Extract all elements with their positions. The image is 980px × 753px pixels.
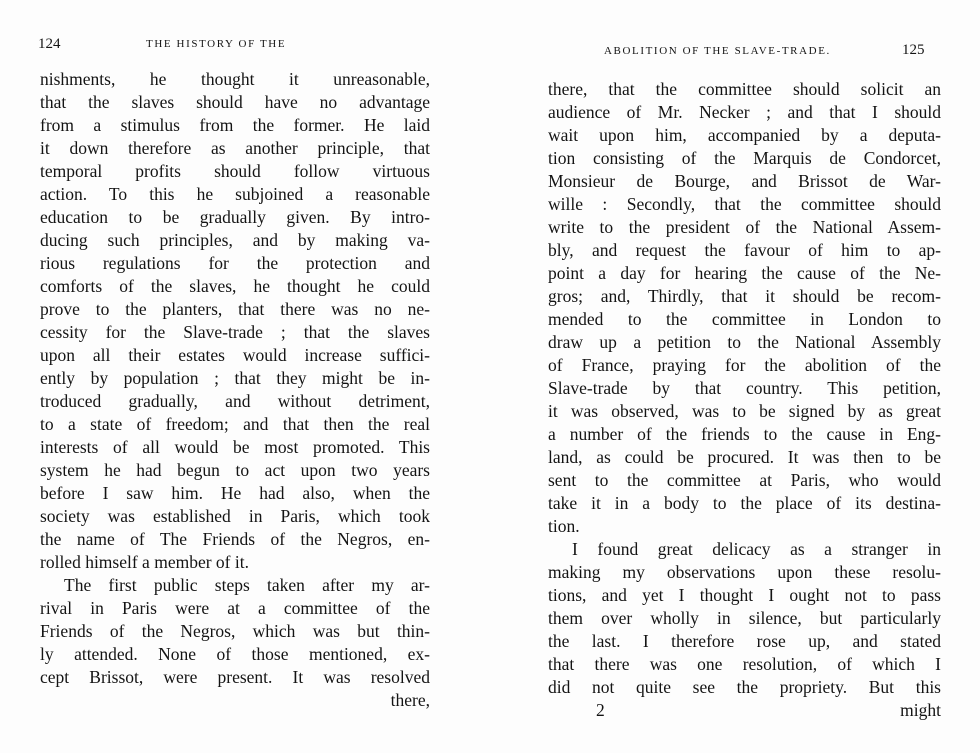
text-line: education to be gradually given. By intro-	[40, 207, 430, 227]
text-line: the name of The Friends of the Negros, en-	[40, 529, 430, 549]
text-line: society was established in Paris, which took	[40, 506, 430, 526]
text-line: to a state of freedom; and that then the real	[40, 414, 430, 434]
right-running-head: ABOLITION OF THE SLAVE-TRADE.	[604, 45, 831, 57]
text-line: did not quite see the propriety. But this	[548, 677, 941, 697]
text-line: troduced gradually, and without detriment,	[40, 391, 430, 411]
paragraph-end-line: tion.	[548, 516, 580, 536]
text-line: ducing such principles, and by making va-	[40, 230, 430, 250]
text-line: bly, and request the favour of him to ap-	[548, 240, 941, 260]
right-page	[520, 0, 980, 753]
text-line: them over wholly in silence, but particularly	[548, 608, 941, 628]
text-line: Friends of the Negros, which was but thin-	[40, 621, 430, 641]
text-line: sent to the committee at Paris, who would	[548, 470, 941, 490]
text-line: draw up a petition to the National Assembly	[548, 332, 941, 352]
right-page-text	[548, 78, 941, 722]
text-line: mended to the committee in London to	[548, 309, 941, 329]
text-line: from a stimulus from the former. He laid	[40, 115, 430, 135]
text-line: wille : Secondly, that the committee should	[548, 194, 941, 214]
text-line: it down therefore as another principle, that	[40, 138, 430, 158]
left-page-number: 124	[38, 36, 61, 52]
text-line: ly attended. None of those mentioned, ex-	[40, 644, 430, 664]
text-line: Monsieur de Bourge, and Brissot de War-	[548, 171, 941, 191]
text-line: land, as could be procured. It was then to be	[548, 447, 941, 467]
text-line: that there was one resolution, of which I	[548, 654, 941, 674]
text-line: prove to the planters, that there was no ne-	[40, 299, 430, 319]
text-line: rival in Paris were at a committee of the	[40, 598, 430, 618]
text-line: temporal profits should follow virtuous	[40, 161, 430, 181]
paragraph-start-line: I found great delicacy as a stranger in	[572, 539, 941, 559]
left-page	[0, 0, 470, 753]
text-line: point a day for hearing the cause of the Ne-	[548, 263, 941, 283]
text-line: nishments, he thought it unreasonable,	[40, 69, 430, 89]
text-line: cept Brissot, were present. It was resolved	[40, 667, 430, 687]
text-line: before I saw him. He had also, when the	[40, 483, 430, 503]
text-line: action. To this he subjoined a reasonable	[40, 184, 430, 204]
text-line: interests of all would be most promoted. This	[40, 437, 430, 457]
paragraph-end-line: rolled himself a member of it.	[40, 552, 249, 572]
text-line: cessity for the Slave-trade ; that the slaves	[40, 322, 430, 342]
text-line: tion consisting of the Marquis de Condorcet,	[548, 148, 941, 168]
text-line: write to the president of the National Assem-	[548, 217, 941, 237]
text-line: the last. I therefore rose up, and stated	[548, 631, 941, 651]
catchword: might	[900, 700, 941, 720]
text-line: take it in a body to the place of its destina-	[548, 493, 941, 513]
text-line: upon all their estates would increase suffici-	[40, 345, 430, 365]
paragraph-start-line: The first public steps taken after my ar-	[64, 575, 430, 595]
text-line: a number of the friends to the cause in Eng-	[548, 424, 941, 444]
text-line: audience of Mr. Necker ; and that I should	[548, 102, 941, 122]
text-line: tions, and yet I thought I ought not to pass	[548, 585, 941, 605]
text-line: it was observed, was to be signed by as great	[548, 401, 941, 421]
page-footer	[548, 699, 941, 722]
signature-mark: 2	[596, 700, 605, 720]
text-line: making my observations upon these resolu-	[548, 562, 941, 582]
text-line: ently by population ; that they might be in-	[40, 368, 430, 388]
text-line: gros; and, Thirdly, that it should be recom-	[548, 286, 941, 306]
right-page-number: 125	[902, 42, 925, 58]
text-line: system he had begun to act upon two years	[40, 460, 430, 480]
text-line: rious regulations for the protection and	[40, 253, 430, 273]
left-page-text	[40, 68, 430, 712]
text-line: wait upon him, accompanied by a deputa-	[548, 125, 941, 145]
text-line: Slave-trade by that country. This petition,	[548, 378, 941, 398]
text-line: that the slaves should have no advantage	[40, 92, 430, 112]
text-line: there, that the committee should solicit an	[548, 79, 941, 99]
text-line: comforts of the slaves, he thought he could	[40, 276, 430, 296]
left-running-head: THE HISTORY OF THE	[146, 38, 287, 50]
text-line: of France, praying for the abolition of the	[548, 355, 941, 375]
catchword: there,	[390, 690, 430, 710]
